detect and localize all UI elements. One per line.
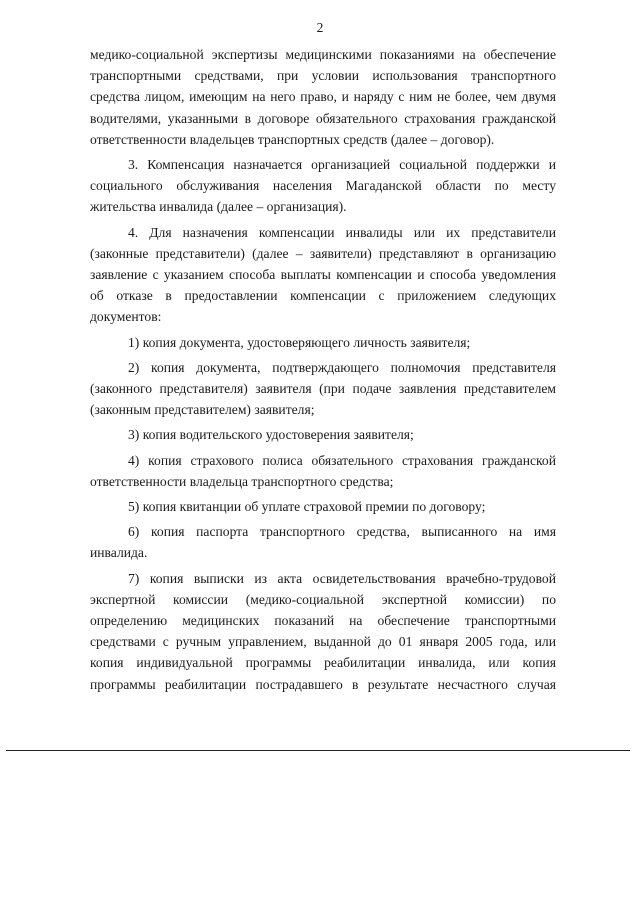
list-item-4-2: 2) копия документа, подтверждающего полномочия представителя (законного представителя) заявителя (при подаче заявления представителем (законным представителем) заявителя; xyxy=(90,359,556,418)
paragraph-continuation: медико-социальной экспертизы медицинскими показаниями на обеспечение транспортными средствами, при условии использования транспортного средства лицом, имеющим на него право, и наряду с ним не более, чем двумя водителями, указанными в договоре обязательного страхования гражданской ответственности владельцев транспортных средств (далее – договор). xyxy=(90,47,556,147)
document-body xyxy=(90,44,556,699)
list-item-4-6: 6) копия паспорта транспортного средства, выписанного на имя инвалида. xyxy=(90,524,556,561)
paragraph-item-3: 3. Компенсация назначается организацией социальной поддержки и социального обслуживания населения Магаданской области по месту жительства инвалида (далее – организация). xyxy=(90,157,556,215)
list-item-4-5: 5) копия квитанции об уплате страховой премии по договору; xyxy=(128,499,486,515)
page-number: 2 xyxy=(316,20,324,35)
list-item-4-7: 7) копия выписки из акта освидетельствования врачебно-трудовой экспертной комиссии (медико-социальной экспертной комиссии) по определению медицинских показаний на обеспечение транспортными средствами с ручным управлением, выданной до 01 января 2005 года, или копия индивидуальной программы реабилитации инвалида, или копия программы реабилитации пострадавшего в результате несчастного случая xyxy=(90,570,556,692)
list-item-4-3: 3) копия водительского удостоверения заявителя; xyxy=(128,427,414,443)
paragraph-item-4: 4. Для назначения компенсации инвалиды или их представители (законные представители) (далее – заявители) представляют в организацию заявление с указанием способа выплаты компенсации и способа уведомления об отказе в предоставлении компенсации с приложением следующих документов: xyxy=(90,224,556,325)
page-bottom-rule xyxy=(6,750,630,751)
list-item-4-1: 1) копия документа, удостоверяющего личность заявителя; xyxy=(128,334,471,350)
list-item-4-4: 4) копия страхового полиса обязательного страхования гражданской ответственности владельца транспортного средства; xyxy=(90,452,556,489)
